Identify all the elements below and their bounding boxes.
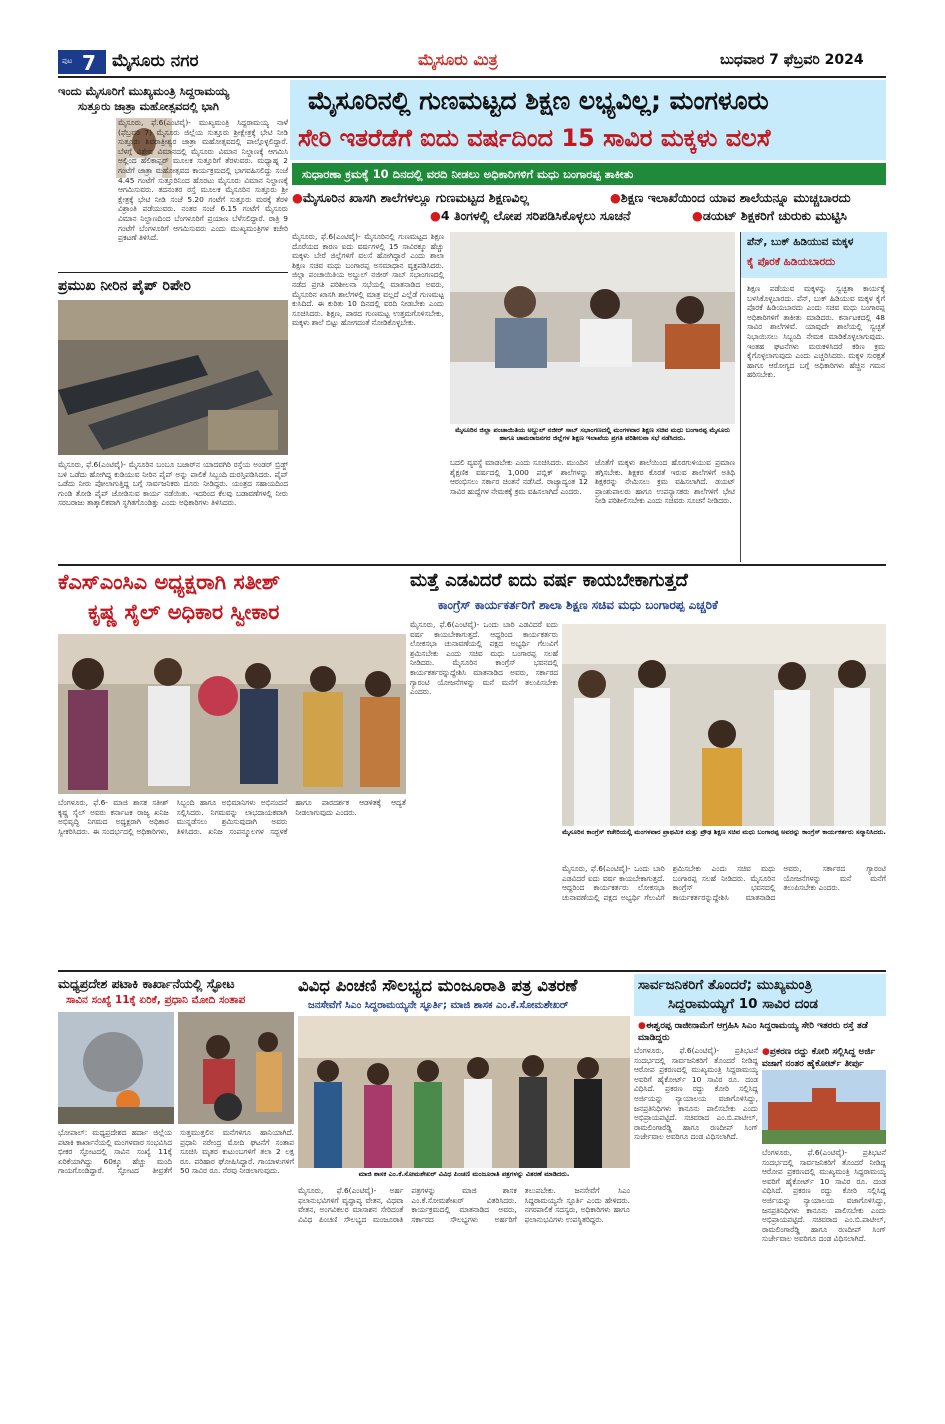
pension-headline: ವಿವಿಧ ಪಿಂಚಣಿ ಸೌಲಭ್ಯದ ಮಂಜೂರಾತಿ ಪತ್ರ ವಿತರಣೆ: [298, 976, 578, 995]
page-label: ಪುಟ: [62, 57, 73, 65]
lead-body-col3: ಜೊತೆಗೆ ಮಕ್ಕಳು ಶಾಲೆಯಿಂದ ಹೊರಗುಳಿಯುವ ಪ್ರಮಾಣ ತಗ್ಗಿಸಬೇಕು. ಶಿಕ್ಷಕರ ಕೊರತೆ ಇರುವ ಶಾಲೆಗಳಿಗೆ ಅತಿಥಿ ಶಿಕ್ಷಕರನ್ನು ನೇಮಿಸಲು ಕ್ರಮ ವಹಿಸಲಾಗಿದೆ. ಡಯಟ್ ಪ್ರಾಂಶುಪಾಲರು ಹಾಗೂ ಉಪನ್ಯಾಸಕರು ಶಾಲೆಗಳಿಗೆ ಭೇಟಿ ನೀಡಿ ಪರಿಶೀಲಿಸಬೇಕು ಎಂದು ಸಚಿವರು ಸೂಚನೆ ನೀಡಿದರು.: [595, 458, 735, 506]
cm-story: [58, 80, 288, 270]
bullet-dot: ●: [610, 190, 621, 205]
congress-headline: ಮತ್ತೆ ಎಡವಿದರೆ ಐದು ವರ್ಷ ಕಾಯಬೇಕಾಗುತ್ತದೆ: [410, 570, 688, 591]
ksmca-body: ಬೆಂಗಳೂರು, ಫೆ.6- ಮಾಜಿ ಶಾಸಕ ಸತೀಶ್ ಕೃಷ್ಣ ಸೈಲ್ ಅವರು ಕರ್ನಾಟಕ ರಾಜ್ಯ ಖನಿಜ ಅಭಿವೃದ್ಧಿ ನಿಗಮದ ಅಧ್ಯಕ್ಷರಾಗಿ ಅಧಿಕಾರ ಸ್ವೀಕರಿಸಿದರು. ಈ ಸಂದರ್ಭದಲ್ಲಿ ಅಧಿಕಾರಿಗಳು, ಸಿಬ್ಬಂದಿ ಹಾಗೂ ಅಭಿಮಾನಿಗಳು ಅಭಿನಂದನೆ ಸಲ್ಲಿಸಿದರು. ನಿಗಮವನ್ನು ಲಾಭದಾಯಕವಾಗಿ ಮುನ್ನಡೆಸಲು ಶ್ರಮಿಸುವುದಾಗಿ ಅವರು ತಿಳಿಸಿದರು. ಖನಿಜ ಸಂಪನ್ಮೂಲಗಳ ಸದ್ಬಳಕೆ ಹಾಗೂ ಪಾರದರ್ಶಕ ಆಡಳಿತಕ್ಕೆ ಆದ್ಯತೆ ನೀಡಲಾಗುವುದು ಎಂದರು.: [58, 798, 406, 836]
pension-body: ಮೈಸೂರು, ಫೆ.6(ಎಂಟಿವೈ)- ಅರ್ಹ ಫಲಾನುಭವಿಗಳಿಗೆ ವೃದ್ಧಾಪ್ಯ ವೇತನ, ವಿಧವಾ ವೇತನ, ಅಂಗವಿಕಲರ ಮಾಸಾಶನ ಸೇರಿದಂತೆ ವಿವಿಧ ಪಿಂಚಣಿ ಸೌಲಭ್ಯದ ಮಂಜೂರಾತಿ ಪತ್ರಗಳನ್ನು ಮಾಜಿ ಶಾಸಕ ಎಂ.ಕೆ.ಸೋಮಶೇಖರ್ ವಿತರಿಸಿದರು. ಕಾರ್ಯಕ್ರಮದಲ್ಲಿ ಮಾತನಾಡಿದ ಅವರು, ಸರ್ಕಾರದ ಸೌಲಭ್ಯಗಳು ಅರ್ಹರಿಗೆ ತಲುಪಬೇಕು. ಜನಸೇವೆಗೆ ಸಿಎಂ ಸಿದ್ದರಾಮಯ್ಯನೇ ಸ್ಫೂರ್ತಿ ಎಂದು ಹೇಳಿದರು. ನಗರಪಾಲಿಕೆ ಸದಸ್ಯರು, ಅಧಿಕಾರಿಗಳು ಹಾಗೂ ಫಲಾನುಭವಿಗಳು ಉಪಸ್ಥಿತರಿದ್ದರು.: [298, 1186, 630, 1224]
pension-photo: [298, 1016, 630, 1168]
congress-body: ಮೈಸೂರು, ಫೆ.6(ಎಂಟಿವೈ)- ಒಂದು ಬಾರಿ ಎಡವಿದರೆ ಐದು ವರ್ಷ ಕಾಯಬೇಕಾಗುತ್ತದೆ. ಆದ್ದರಿಂದ ಕಾರ್ಯಕರ್ತರು ಲೋಕಸಭಾ ಚುನಾವಣೆಯಲ್ಲಿ ಪಕ್ಷದ ಅಭ್ಯರ್ಥಿ ಗೆಲುವಿಗೆ ಶ್ರಮಿಸಬೇಕು ಎಂದು ಸಚಿವ ಮಧು ಬಂಗಾರಪ್ಪ ಸಲಹೆ ನೀಡಿದರು. ಮೈಸೂರಿನ ಕಾಂಗ್ರೆಸ್ ಭವನದಲ್ಲಿ ಕಾರ್ಯಕರ್ತರನ್ನುದ್ದೇಶಿಸಿ ಮಾತನಾಡಿದ ಅವರು, ಸರ್ಕಾರದ ಗ್ಯಾರಂಟಿ ಯೋಜನೆಗಳನ್ನು ಮನೆ ಮನೆಗೆ ತಲುಪಿಸಬೇಕು ಎಂದರು.: [410, 620, 558, 697]
bullet-2: ●ಶಿಕ್ಷಣ ಇಲಾಖೆಯಿಂದ ಯಾವ ಶಾಲೆಯನ್ನೂ ಮುಚ್ಚಬಾರದು: [610, 190, 851, 205]
congress-story: [410, 568, 886, 968]
bullet-dot: ●: [430, 208, 441, 223]
court-story: [634, 974, 886, 1374]
bullet-dot: ●: [692, 208, 703, 223]
sidebar-headline-box: [741, 232, 887, 278]
masthead-rule: [58, 76, 886, 78]
pipe-headline: ಪ್ರಮುಖ ನೀರಿನ ಪೈಪ್ ರಿಪೇರಿ: [58, 278, 191, 294]
blast-photo-left-image: [58, 1012, 174, 1124]
pipe-photo: [58, 300, 288, 455]
blast-body: ಭೋಪಾಲ್: ಮಧ್ಯಪ್ರದೇಶದ ಹರ್ದಾ ಜಿಲ್ಲೆಯ ಪಟಾಕಿ ಕಾರ್ಖಾನೆಯಲ್ಲಿ ಮಂಗಳವಾರ ಸಂಭವಿಸಿದ ಭೀಕರ ಸ್ಫೋಟದಲ್ಲಿ ಸಾವಿನ ಸಂಖ್ಯೆ 11ಕ್ಕೆ ಏರಿಕೆಯಾಗಿದ್ದು 60ಕ್ಕೂ ಹೆಚ್ಚು ಮಂದಿ ಗಾಯಗೊಂಡಿದ್ದಾರೆ. ಸ್ಫೋಟದ ತೀವ್ರತೆಗೆ ಸುತ್ತಮುತ್ತಲಿನ ಮನೆಗಳಿಗೂ ಹಾನಿಯಾಗಿದೆ. ಪ್ರಧಾನಿ ನರೇಂದ್ರ ಮೋದಿ ಘಟನೆಗೆ ಸಂತಾಪ ಸೂಚಿಸಿ ಮೃತರ ಕುಟುಂಬಗಳಿಗೆ ತಲಾ 2 ಲಕ್ಷ ರೂ. ಪರಿಹಾರ ಘೋಷಿಸಿದ್ದಾರೆ. ಗಾಯಾಳುಗಳಿಗೆ 50 ಸಾವಿರ ರೂ. ನೆರವು ನೀಡಲಾಗುವುದು.: [58, 1128, 294, 1176]
lead-body-col2: ಬದಲಿ ವ್ಯವಸ್ಥೆ ಮಾಡಬೇಕು ಎಂದು ಸೂಚಿಸಿದರು. ಮುಂದಿನ ಶೈಕ್ಷಣಿಕ ವರ್ಷದಲ್ಲಿ 1,000 ಪಬ್ಲಿಕ್ ಶಾಲೆಗಳನ್ನು ಆರಂಭಿಸಲು ಸರ್ಕಾರ ಚಿಂತನೆ ನಡೆಸಿದೆ. ರಾಜ್ಯಾದ್ಯಂತ 12 ಸಾವಿರ ಹುದ್ದೆಗಳ ನೇಮಕಕ್ಕೆ ಕ್ರಮ ವಹಿಸಲಾಗಿದೆ ಎಂದರು.: [450, 458, 588, 496]
bullet-3: ●4 ತಿಂಗಳಲ್ಲಿ ಲೋಪ ಸರಿಪಡಿಸಿಕೊಳ್ಳಲು ಸೂಚನೆ: [430, 208, 631, 223]
blast-photo-right: [178, 1012, 294, 1124]
court-headline-2: ಸಿದ್ದರಾಮಯ್ಯಗೆ 10 ಸಾವಿರ ದಂಡ: [668, 996, 818, 1012]
court-body: ಬೆಂಗಳೂರು, ಫೆ.6(ಎಂಟಿವೈ)- ಪ್ರತಿಭಟನೆ ಸಂದರ್ಭದಲ್ಲಿ ಸಾರ್ವಜನಿಕರಿಗೆ ತೊಂದರೆ ನೀಡಿದ್ದ ಆರೋಪ ಪ್ರಕರಣದಲ್ಲಿ ಮುಖ್ಯಮಂತ್ರಿ ಸಿದ್ದರಾಮಯ್ಯ ಅವರಿಗೆ ಹೈಕೋರ್ಟ್ 10 ಸಾವಿರ ರೂ. ದಂಡ ವಿಧಿಸಿದೆ. ಪ್ರಕರಣ ರದ್ದು ಕೋರಿ ಸಲ್ಲಿಸಿದ್ದ ಅರ್ಜಿಯನ್ನು ನ್ಯಾಯಾಲಯ ವಜಾಗೊಳಿಸಿದ್ದು, ಜನಪ್ರತಿನಿಧಿಗಳು ಕಾನೂನು ಪಾಲಿಸಬೇಕು ಎಂದು ಅಭಿಪ್ರಾಯಪಟ್ಟಿದೆ. ಸಚಿವರಾದ ಎಂ.ಬಿ.ಪಾಟೀಲ್, ರಾಮಲಿಂಗಾರೆಡ್ಡಿ ಹಾಗೂ ರಣದೀಪ್ ಸಿಂಗ್ ಸುರ್ಜೇವಾಲ ಅವರಿಗೂ ದಂಡ ವಿಧಿಸಲಾಗಿದೆ.: [634, 1046, 758, 1142]
lead-subhead-bar: [292, 163, 886, 185]
page-number-box: [58, 50, 106, 74]
sidebar-story: [740, 232, 886, 562]
lead-headline-2: ಸೇರಿ ಇತರೆಡೆಗೆ ಐದು ವರ್ಷದಿಂದ 15 ಸಾವಿರ ಮಕ್ಕಳು ವಲಸೆ: [298, 124, 771, 152]
blast-photo-left: [58, 1012, 174, 1124]
pipe-body: ಮೈಸೂರು, ಫೆ.6(ಎಂಟಿವೈ)- ಮೈಸೂರಿನ ಬಂಬೂ ಬಜಾರ್‌ನ ಯಾದವಗಿರಿ ರಸ್ತೆಯ ಅಂಡರ್ ಬ್ರಿಡ್ಜ್ ಬಳಿ ಒಡೆದು ಹೋಗಿದ್ದ ಕುಡಿಯುವ ನೀರಿನ ಪೈಪ್ ಅನ್ನು ಪಾಲಿಕೆ ಸಿಬ್ಬಂದಿ ದುರಸ್ತಿಪಡಿಸಿದರು. ಪೈಪ್ ಒಡೆದು ನೀರು ಪೋಲಾಗುತ್ತಿದ್ದ ಬಗ್ಗೆ ಸಾರ್ವಜನಿಕರು ದೂರು ನೀಡಿದ್ದರು. ಯಂತ್ರದ ಸಹಾಯದಿಂದ ಗುಂಡಿ ತೋಡಿ ಪೈಪ್ ಜೋಡಿಸುವ ಕಾರ್ಯ ನಡೆಯಿತು. ಇದರಿಂದ ಕೆಲವು ಬಡಾವಣೆಗಳಲ್ಲಿ ನೀರು ಸರಬರಾಜು ತಾತ್ಕಾಲಿಕವಾಗಿ ಸ್ಥಗಿತಗೊಂಡಿತ್ತು ಎಂದು ಅಧಿಕಾರಿಗಳು ತಿಳಿಸಿದರು.: [58, 460, 288, 508]
sidebar-headline-1: ಪೆನ್, ಬುಕ್ ಹಿಡಿಯುವ ಮಕ್ಕಳ: [747, 236, 854, 248]
lead-photo: [450, 232, 735, 424]
bullet-dot: ●: [762, 1047, 770, 1057]
lead-headline-box: [290, 80, 886, 160]
bullet-dot: ●: [638, 1021, 646, 1031]
sidebar-body: ಶಿಕ್ಷಣ ಪಡೆಯುವ ಮಕ್ಕಳನ್ನು ಸ್ವಚ್ಛತಾ ಕಾರ್ಯಕ್ಕೆ ಬಳಸಿಕೊಳ್ಳಬಾರದು. ಪೆನ್, ಬುಕ್ ಹಿಡಿಯುವ ಮಕ್ಕಳ ಕೈಗೆ ಪೊರಕೆ ಹಿಡಿಯಬಾರದು ಎಂದು ಸಚಿವ ಮಧು ಬಂಗಾರಪ್ಪ ಅಧಿಕಾರಿಗಳಿಗೆ ತಾಕೀತು ಮಾಡಿದರು. ಕರ್ನಾಟಕದಲ್ಲಿ 48 ಸಾವಿರ ಶಾಲೆಗಳಿವೆ. ಯಾವುದೇ ಶಾಲೆಯಲ್ಲಿ ಸ್ವಚ್ಛತೆ ನಿಭಾಯಿಸಲು ಸಿಬ್ಬಂದಿ ನೇಮಕ ಮಾಡಿಕೊಳ್ಳಲಾಗುವುದು. ಇಂತಹ ಘಟನೆಗಳು ಮರುಕಳಿಸಿದರೆ ಕಠಿಣ ಕ್ರಮ ಕೈಗೊಳ್ಳಲಾಗುವುದು ಎಂದು ಎಚ್ಚರಿಸಿದರು. ಮಕ್ಕಳ ಸುರಕ್ಷತೆ ಹಾಗೂ ಆರೋಗ್ಯದ ಬಗ್ಗೆ ಅಧಿಕಾರಿಗಳು ಹೆಚ್ಚಿನ ಗಮನ ಹರಿಸಬೇಕು.: [747, 284, 885, 380]
cm-headline-2: ಸುತ್ತೂರು ಜಾತ್ರಾ ಮಹೋತ್ಸವದಲ್ಲಿ ಭಾಗಿ: [78, 100, 219, 113]
divider: [58, 970, 886, 972]
blast-subhead: ಸಾವಿನ ಸಂಖ್ಯೆ 11ಕ್ಕೆ ಏರಿಕೆ, ಪ್ರಧಾನಿ ಮೋದಿ ಸಂತಾಪ: [66, 994, 246, 1006]
congress-photo: [562, 624, 886, 826]
paper-logo: ಮೈಸೂರು ಮಿತ್ರ: [418, 50, 498, 69]
ksmca-photo: [58, 634, 406, 794]
highcourt-photo-image: [762, 1070, 886, 1144]
court-bullet-1: ●ಈಶ್ವರಪ್ಪ ರಾಜೀನಾಮೆಗೆ ಆಗ್ರಹಿಸಿ ಸಿಎಂ ಸಿದ್ದರಾಮಯ್ಯ ಸೇರಿ ಇತರರು ರಸ್ತೆ ತಡೆ ಮಾಡಿದ್ದರು: [638, 1021, 868, 1043]
pipe-photo-image: [58, 300, 288, 455]
court-headline-box: [634, 974, 886, 1016]
ksmca-story: [58, 568, 406, 968]
lead-photo-image: [450, 232, 735, 424]
bullet-4: ●ಡಯಟ್ ಶಿಕ್ಷಕರಿಗೆ ಚುರುಕು ಮುಟ್ಟಿಸಿ: [692, 208, 847, 223]
congress-photo-caption: ಮೈಸೂರಿನ ಕಾಂಗ್ರೆಸ್ ಕಚೇರಿಯಲ್ಲಿ ಮಂಗಳವಾರ ಪ್ರಾಥಮಿಕ ಮತ್ತು ಪ್ರೌಢ ಶಿಕ್ಷಣ ಸಚಿವ ಮಧು ಬಂಗಾರಪ್ಪ ಅವರನ್ನು ಕಾಂಗ್ರೆಸ್ ಕಾರ್ಯಕರ್ತರು ಸನ್ಮಾನಿಸಿದರು.: [562, 828, 886, 836]
page-number: 7: [82, 51, 96, 75]
congress-photo-image: [562, 624, 886, 826]
congress-subhead: ಕಾಂಗ್ರೆಸ್ ಕಾರ್ಯಕರ್ತರಿಗೆ ಶಾಲಾ ಶಿಕ್ಷಣ ಸಚಿವ ಮಧು ಬಂಗಾರಪ್ಪ ಎಚ್ಚರಿಕೆ: [438, 598, 718, 612]
highcourt-photo: [762, 1070, 886, 1144]
lead-body-col1: ಮೈಸೂರು, ಫೆ.6(ಎಂಟಿವೈ)- ಮೈಸೂರಿನಲ್ಲಿ ಗುಣಮಟ್ಟದ ಶಿಕ್ಷಣ ದೊರೆಯದ ಕಾರಣ ಐದು ವರ್ಷಗಳಲ್ಲಿ 15 ಸಾವಿರಕ್ಕೂ ಹೆಚ್ಚು ಮಕ್ಕಳು ಬೇರೆ ಜಿಲ್ಲೆಗಳಿಗೆ ವಲಸೆ ಹೋಗಿದ್ದಾರೆ ಎಂದು ಶಾಲಾ ಶಿಕ್ಷಣ ಸಚಿವ ಮಧು ಬಂಗಾರಪ್ಪ ಅಸಮಾಧಾನ ವ್ಯಕ್ತಪಡಿಸಿದರು. ಜಿಲ್ಲಾ ಪಂಚಾಯಿತಿಯ ಅಬ್ದುಲ್ ನಜೀರ್ ಸಾಬ್ ಸಭಾಂಗಣದಲ್ಲಿ ನಡೆದ ಪ್ರಗತಿ ಪರಿಶೀಲನಾ ಸಭೆಯಲ್ಲಿ ಮಾತನಾಡಿದ ಅವರು, ಮೈಸೂರಿನ ಖಾಸಗಿ ಶಾಲೆಗಳಲ್ಲಿ ಮಾತ್ರ ವಲ್ಲದೆ ಎಲ್ಲೆಡೆ ಗುಣಮಟ್ಟ ಕುಸಿದಿದೆ. ಈ ಕುರಿತು 10 ದಿನದಲ್ಲಿ ವರದಿ ನೀಡಬೇಕು ಎಂದು ಸೂಚಿಸಿದರು. ಶಿಕ್ಷಣ, ಪಾಠದ ಗುಣಮಟ್ಟ ಉತ್ತಮಗೊಳಿಸಬೇಕು, ಮಕ್ಕಳು ಶಾಲೆ ಬಿಟ್ಟು ಹೋಗದಂತೆ ನೋಡಿಕೊಳ್ಳಬೇಕು.: [292, 232, 444, 328]
pension-story: [298, 974, 630, 1374]
section-title: ಮೈಸೂರು ನಗರ: [112, 51, 199, 71]
blast-story: [58, 974, 294, 1374]
divider: [58, 272, 288, 273]
pension-subhead: ಜನಸೇವೆಗೆ ಸಿಎಂ ಸಿದ್ದರಾಮಯ್ಯನೇ ಸ್ಫೂರ್ತಿ; ಮಾಜಿ ಶಾಸಕ ಎಂ.ಕೆ.ಸೋಮಶೇಖರ್: [308, 1000, 569, 1011]
lead-subhead: ಸುಧಾರಣಾ ಕ್ರಮಕ್ಕೆ 10 ದಿನದಲ್ಲಿ ವರದಿ ನೀಡಲು ಅಧಿಕಾರಿಗಳಿಗೆ ಮಧು ಬಂಗಾರಪ್ಪ ತಾಕೀತು: [302, 167, 634, 181]
cm-body: ಮೈಸೂರು, ಫೆ.6(ಎಂಟಿವೈ)- ಮುಖ್ಯಮಂತ್ರಿ ಸಿದ್ದರಾಮಯ್ಯ ನಾಳೆ (ಫೆಬ್ರವರಿ 7) ಮೈಸೂರು ಜಿಲ್ಲೆಯ ಸುತ್ತೂರು ಶ್ರೀಕ್ಷೇತ್ರಕ್ಕೆ ಭೇಟಿ ನೀಡಿ ಸುತ್ತೂರು ಶಿವರಾತ್ರೀಶ್ವರ ಜಾತ್ರಾ ಮಹೋತ್ಸವದಲ್ಲಿ ಪಾಲ್ಗೊಳ್ಳಲಿದ್ದಾರೆ. ಬೆಳಗ್ಗೆ ವಿಶೇಷ ವಿಮಾನದಲ್ಲಿ ಮೈಸೂರು ವಿಮಾನ ನಿಲ್ದಾಣಕ್ಕೆ ಆಗಮಿಸಿ ಅಲ್ಲಿಂದ ಹೆಲಿಕಾಪ್ಟರ್ ಮೂಲಕ ಸುತ್ತೂರಿಗೆ ತೆರಳುವರು. ಮಧ್ಯಾಹ್ನ 2 ಗಂಟೆಗೆ ಜಾತ್ರಾ ಮಹೋತ್ಸವದ ಕಾರ್ಯಕ್ರಮದಲ್ಲಿ ಭಾಗವಹಿಸಲಿದ್ದು ಸಂಜೆ 4.45 ಗಂಟೆಗೆ ಸುತ್ತೂರಿನಿಂದ ಹೊರಟು ಮೈಸೂರು ವಿಮಾನ ನಿಲ್ದಾಣಕ್ಕೆ ಆಗಮಿಸುವರು. ತದನಂತರ ರಸ್ತೆ ಮೂಲಕ ಮೈಸೂರಿನ ಸುತ್ತೂರು ಶ್ರೀ ಕ್ಷೇತ್ರಕ್ಕೆ ಭೇಟಿ ನೀಡಿ ಸಂಜೆ 5.20 ಗಂಟೆಗೆ ಸುತ್ತೂರು ಮಠಕ್ಕೆ ತೆರಳಿ ವಿಶ್ರಾಂತಿ ಪಡೆಯುವರು. ನಂತರ ಸಂಜೆ 6.15 ಗಂಟೆಗೆ ಮೈಸೂರು ವಿಮಾನ ನಿಲ್ದಾಣದಿಂದ ಬೆಂಗಳೂರಿಗೆ ಪ್ರಯಾಣ ಬೆಳೆಸಲಿದ್ದಾರೆ. ರಾತ್ರಿ 9 ಗಂಟೆಗೆ ಬೆಂಗಳೂರಿಗೆ ಆಗಮಿಸುವರು ಎಂದು ಮುಖ್ಯಮಂತ್ರಿಗಳ ಕಚೇರಿ ಪ್ರಕಟಣೆ ತಿಳಿಸಿದೆ.: [118, 118, 288, 243]
blast-photo-right-image: [178, 1012, 294, 1124]
bullet-dot: ●: [292, 190, 303, 205]
court-bullet-2: ●ಪ್ರಕರಣ ರದ್ದು ಕೋರಿ ಸಲ್ಲಿಸಿದ್ದ ಅರ್ಜಿ ವಜಾಗೆ ನಂತರ ಹೈಕೋರ್ಟ್ ತೀರ್ಪು: [762, 1047, 876, 1069]
lead-bullets: [292, 188, 886, 228]
ksmca-headline-2: ಕೃಷ್ಣ ಸೈಲ್ ಅಧಿಕಾರ ಸ್ವೀಕಾರ: [88, 600, 280, 624]
ksmca-photo-image: [58, 634, 406, 794]
court-body-continued: ಬೆಂಗಳೂರು, ಫೆ.6(ಎಂಟಿವೈ)- ಪ್ರತಿಭಟನೆ ಸಂದರ್ಭದಲ್ಲಿ ಸಾರ್ವಜನಿಕರಿಗೆ ತೊಂದರೆ ನೀಡಿದ್ದ ಆರೋಪ ಪ್ರಕರಣದಲ್ಲಿ ಮುಖ್ಯಮಂತ್ರಿ ಸಿದ್ದರಾಮಯ್ಯ ಅವರಿಗೆ ಹೈಕೋರ್ಟ್ 10 ಸಾವಿರ ರೂ. ದಂಡ ವಿಧಿಸಿದೆ. ಪ್ರಕರಣ ರದ್ದು ಕೋರಿ ಸಲ್ಲಿಸಿದ್ದ ಅರ್ಜಿಯನ್ನು ನ್ಯಾಯಾಲಯ ವಜಾಗೊಳಿಸಿದ್ದು, ಜನಪ್ರತಿನಿಧಿಗಳು ಕಾನೂನು ಪಾಲಿಸಬೇಕು ಎಂದು ಅಭಿಪ್ರಾಯಪಟ್ಟಿದೆ. ಸಚಿವರಾದ ಎಂ.ಬಿ.ಪಾಟೀಲ್, ರಾಮಲಿಂಗಾರೆಡ್ಡಿ ಹಾಗೂ ರಣದೀಪ್ ಸಿಂಗ್ ಸುರ್ಜೇವಾಲ ಅವರಿಗೂ ದಂಡ ವಿಧಿಸಲಾಗಿದೆ.: [762, 1148, 886, 1244]
pension-photo-caption: ಮಾಜಿ ಶಾಸಕ ಎಂ.ಕೆ.ಸೋಮಶೇಖರ್ ವಿವಿಧ ಪಿಂಚಣಿ ಮಂಜೂರಾತಿ ಪತ್ರಗಳನ್ನು ವಿತರಣೆ ಮಾಡಿದರು.: [358, 1170, 570, 1178]
issue-date: ಬುಧವಾರ 7 ಫೆಬ್ರವರಿ 2024: [720, 52, 864, 68]
pension-photo-image: [298, 1016, 630, 1168]
congress-body-continued: ಮೈಸೂರು, ಫೆ.6(ಎಂಟಿವೈ)- ಒಂದು ಬಾರಿ ಎಡವಿದರೆ ಐದು ವರ್ಷ ಕಾಯಬೇಕಾಗುತ್ತದೆ. ಆದ್ದರಿಂದ ಕಾರ್ಯಕರ್ತರು ಲೋಕಸಭಾ ಚುನಾವಣೆಯಲ್ಲಿ ಪಕ್ಷದ ಅಭ್ಯರ್ಥಿ ಗೆಲುವಿಗೆ ಶ್ರಮಿಸಬೇಕು ಎಂದು ಸಚಿವ ಮಧು ಬಂಗಾರಪ್ಪ ಸಲಹೆ ನೀಡಿದರು. ಮೈಸೂರಿನ ಕಾಂಗ್ರೆಸ್ ಭವನದಲ್ಲಿ ಕಾರ್ಯಕರ್ತರನ್ನುದ್ದೇಶಿಸಿ ಮಾತನಾಡಿದ ಅವರು, ಸರ್ಕಾರದ ಗ್ಯಾರಂಟಿ ಯೋಜನೆಗಳನ್ನು ಮನೆ ಮನೆಗೆ ತಲುಪಿಸಬೇಕು ಎಂದರು.: [562, 864, 886, 902]
divider: [58, 564, 886, 566]
cm-headline-1: ಇಂದು ಮೈಸೂರಿಗೆ ಮುಖ್ಯಮಂತ್ರಿ ಸಿದ್ದರಾಮಯ್ಯ: [58, 84, 230, 98]
sidebar-headline-2: ಕೈ ಪೊರಕೆ ಹಿಡಿಯಬಾರದು: [747, 256, 836, 268]
court-headline-1: ಸಾರ್ವಜನಿಕರಿಗೆ ತೊಂದರೆ; ಮುಖ್ಯಮಂತ್ರಿ: [638, 977, 813, 993]
blast-headline: ಮಧ್ಯಪ್ರದೇಶ ಪಟಾಕಿ ಕಾರ್ಖಾನೆಯಲ್ಲಿ ಸ್ಫೋಟ: [58, 976, 235, 991]
masthead: [0, 0, 945, 78]
pipe-story: [58, 276, 288, 566]
bullet-1: ●ಮೈಸೂರಿನ ಖಾಸಗಿ ಶಾಲೆಗಳಲ್ಲೂ ಗುಣಮಟ್ಟದ ಶಿಕ್ಷಣವಿಲ್ಲ: [292, 190, 529, 205]
lead-headline-1: ಮೈಸೂರಿನಲ್ಲಿ ಗುಣಮಟ್ಟದ ಶಿಕ್ಷಣ ಲಭ್ಯವಿಲ್ಲ; ಮಂಗಳೂರು: [308, 86, 769, 115]
lead-photo-caption: ಮೈಸೂರಿನ ಜಿಲ್ಲಾ ಪಂಚಾಯಿತಿಯ ಅಬ್ದುಲ್ ನಜೀರ್ ಸಾಬ್ ಸಭಾಂಗಣದಲ್ಲಿ ಮಂಗಳವಾರ ಶಿಕ್ಷಣ ಸಚಿವ ಮಧು ಬಂಗಾರಪ್ಪ ಮೈಸೂರು ಹಾಗೂ ಚಾಮರಾಜನಗರ ಜಿಲ್ಲೆಗಳ ಶಿಕ್ಷಣ ಇಲಾಖೆಯ ಪ್ರಗತಿ ಪರಿಶೀಲನಾ ಸಭೆ ನಡೆಸಿದರು.: [455, 426, 730, 443]
ksmca-headline-1: ಕೆಎಸ್‌ಎಂಸಿಎ ಅಧ್ಯಕ್ಷರಾಗಿ ಸತೀಶ್: [58, 570, 281, 594]
